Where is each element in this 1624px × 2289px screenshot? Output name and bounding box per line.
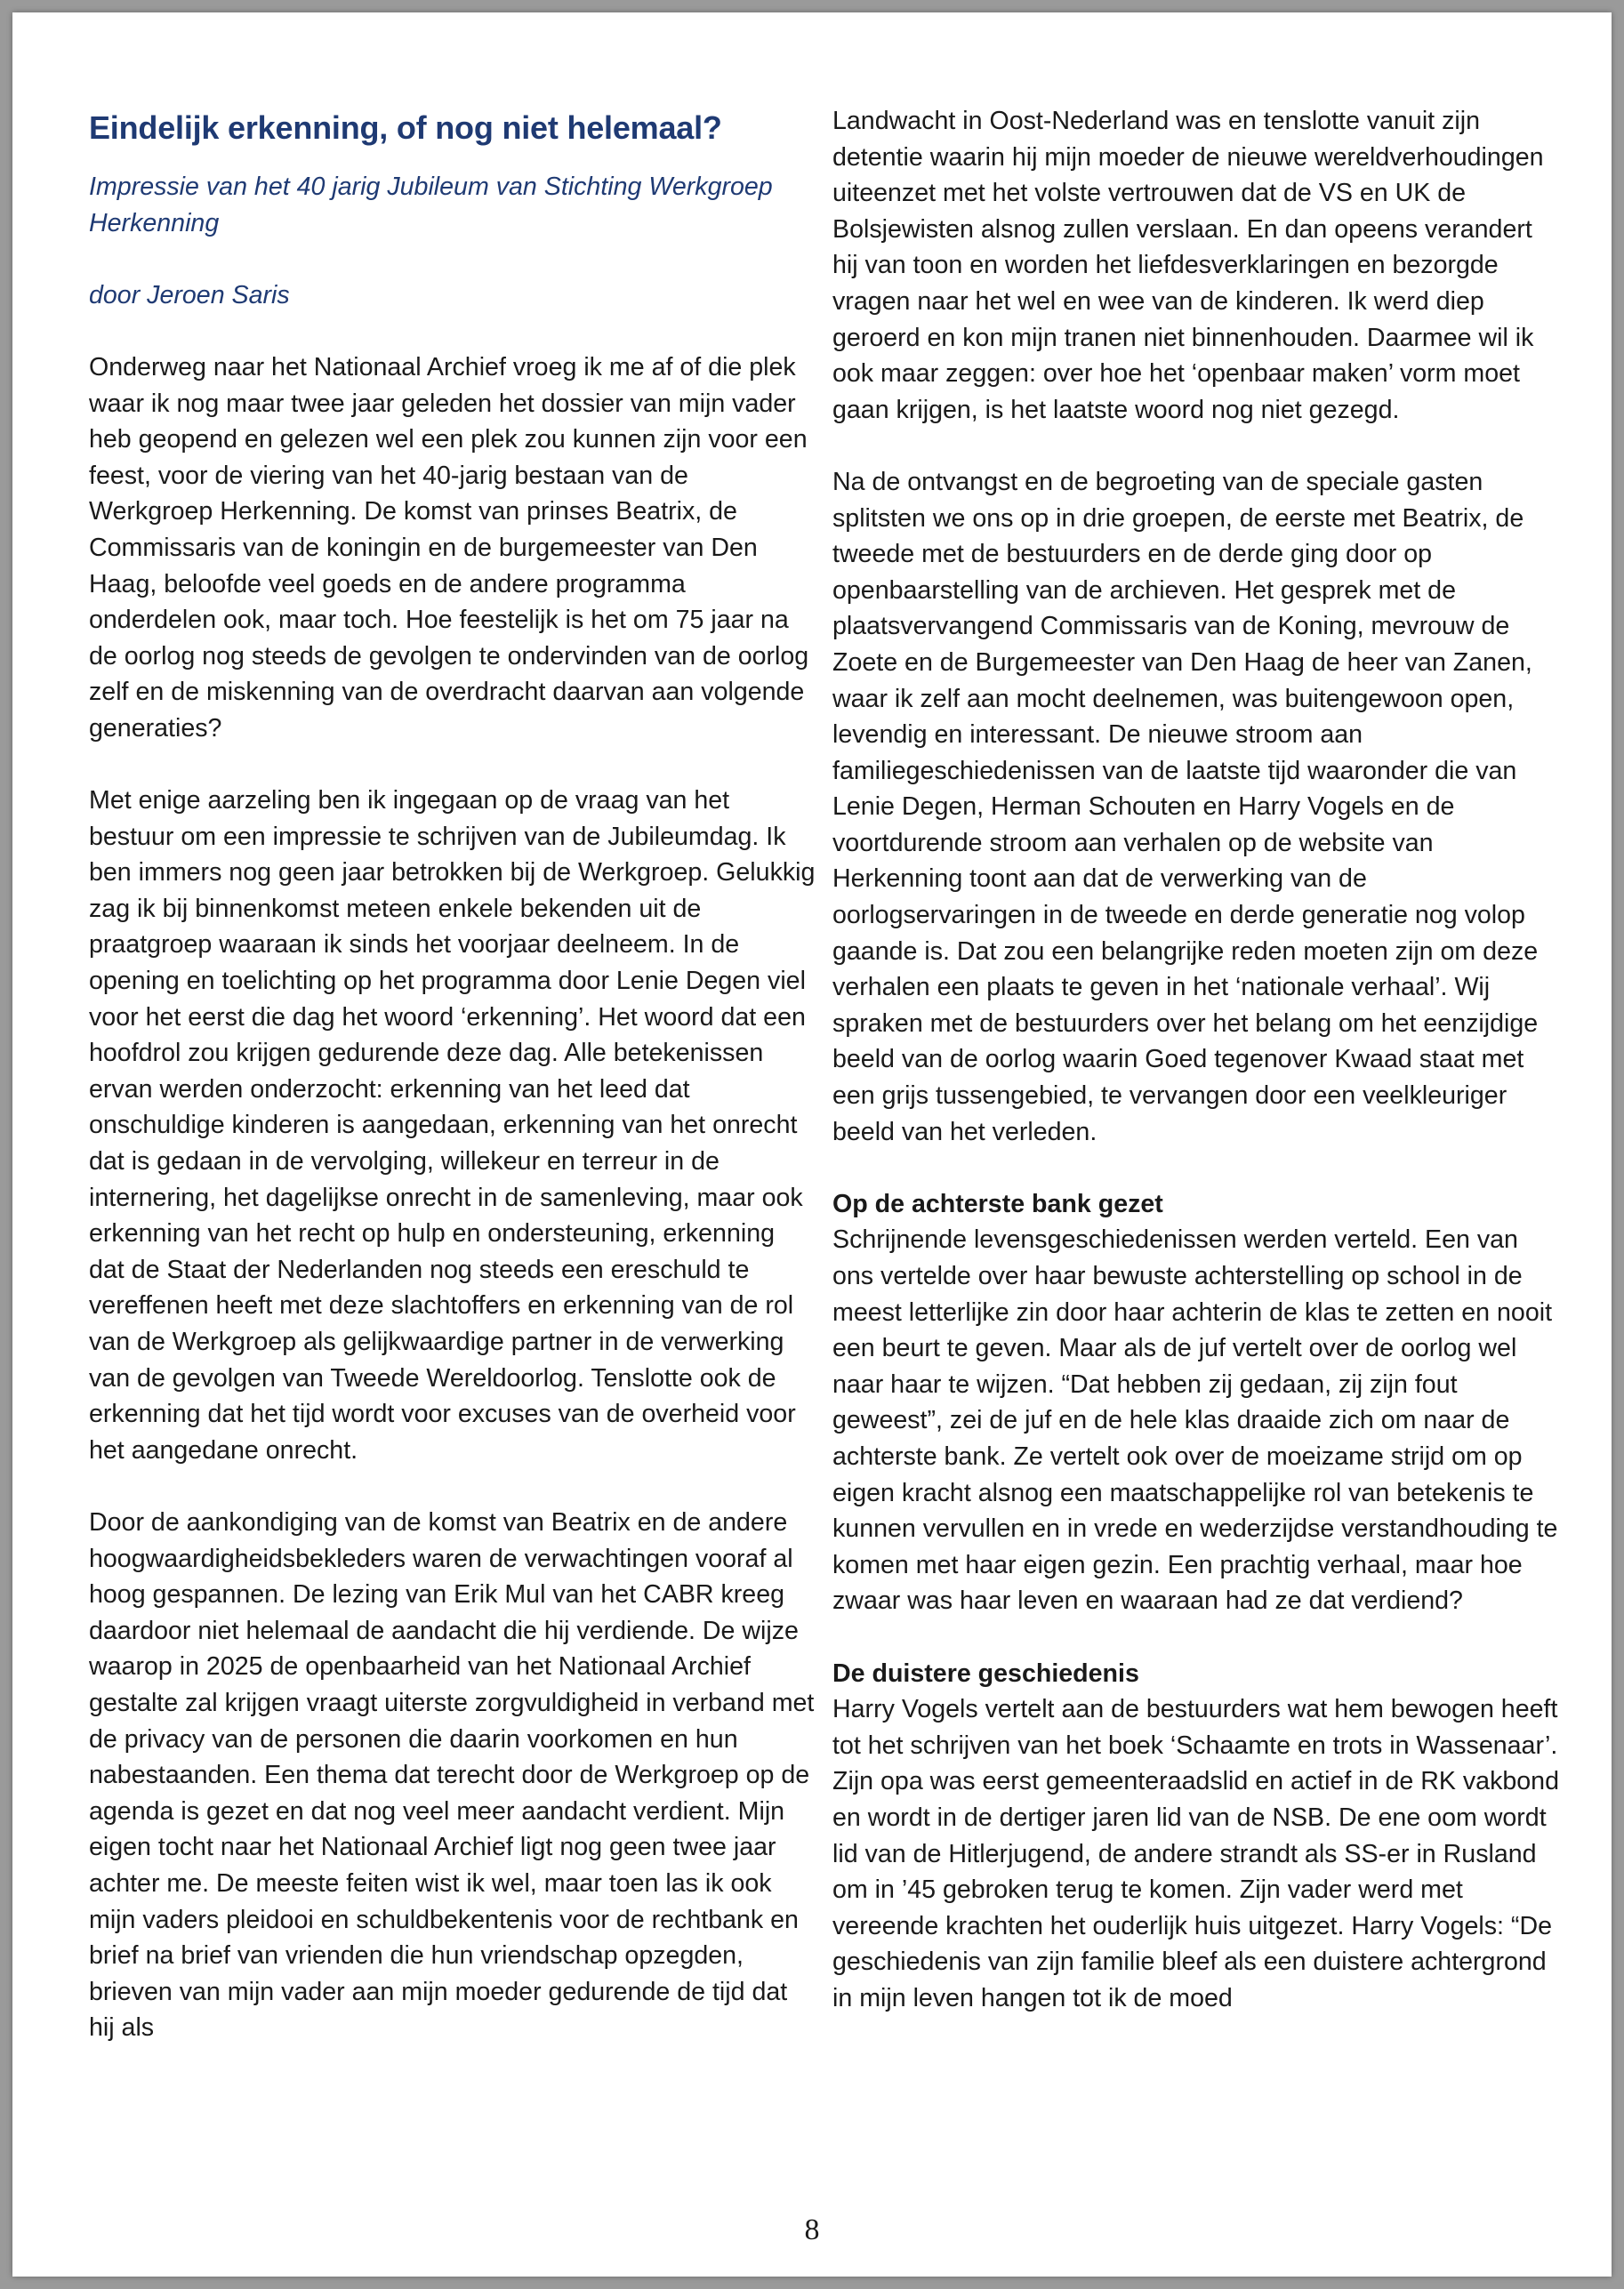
section-heading: Op de achterste bank gezet — [832, 1189, 1163, 1218]
section-heading: De duistere geschiedenis — [832, 1659, 1139, 1688]
page-number: 8 — [804, 2213, 820, 2246]
document-page — [12, 12, 1612, 2277]
section-block — [832, 1186, 1562, 1619]
article-title: Eindelijk erkenning, of nog niet helemaal? — [89, 109, 722, 146]
section-block — [832, 1656, 1562, 2017]
section-text: Schrijnende levensgeschiedenissen werden verteld. Een van ons vertelde over haar bewuste achterstelling op school in de meest letterlijke zin door haar achterin de klas te zetten en nooit een beurt te geven. Maar als de juf vertelt over de oorlog wel naar haar te wijzen. “Dat hebben zij gedaan, zij zijn fout geweest”, zei de juf en de hele klas draaide zich om naar de achterste bank. Ze vertelt ook over de moeizame strijd om op eigen kracht alsnog een maatschappelijke rol van betekenis te kunnen vervullen en in vrede en wederzijdse verstandhouding te komen met haar eigen gezin. Een prachtig verhaal, maar hoe zwaar was haar leven en waaraan had ze dat verdiend? — [832, 1225, 1558, 1616]
section-text: Harry Vogels vertelt aan de bestuurders wat hem bewogen heeft tot het schrijven van het boek ‘Schaamte en trots in Wassenaar’. Zijn opa was eerst gemeenteraadslid en actief in de RK vakbond en wordt in de dertiger jaren lid van de NSB. De ene oom wordt lid van de Hitlerjugend, de andere strandt als SS-er in Rusland om in ’45 gebroken terug te komen. Zijn vader werd met vereende krachten het ouderlijk huis uitgezet. Harry Vogels: “De geschiedenis van zijn familie bleef als een duistere achtergrond in mijn leven hangen tot ik de moed — [832, 1695, 1559, 2012]
left-column — [89, 91, 816, 2082]
body-paragraph: Na de ontvangst en de begroeting van de speciale gasten splitsten we ons op in drie groepen, de eerste met Beatrix, de tweede met de bestuurders en de derde ging door op openbaarstelling van de archieven. Het gesprek met de plaatsvervangend Commissaris van de Koning, mevrouw de Zoete en de Burgemeester van Den Haag de heer van Zanen, waar ik zelf aan mocht deelnemen, was buitengewoon open, levendig en interessant. De nieuwe stroom aan familiegeschiedenissen van de laatste tijd waaronder die van Lenie Degen, Herman Schouten en Harry Vogels en de voortdurende stroom aan verhalen op de website van Herkenning toont aan dat de verwerking van de oorlogservaringen in de tweede en derde generatie nog volop gaande is. Dat zou een belangrijke reden moeten zijn om deze verhalen een plaats te geven in het ‘nationale verhaal’. Wij spraken met de bestuurders over het belang om het eenzijdige beeld van de oorlog waarin Goed tegenover Kwaad staat met een grijs tussengebied, te vervangen door een veelkleuriger beeld van het verleden. — [832, 467, 1539, 1146]
body-paragraph: Landwacht in Oost-Nederland was en tenslotte vanuit zijn detentie waarin hij mijn moeder de nieuwe wereldverhoudingen uiteenzet met het volste vertrouwen dat de VS en UK de Bolsjewisten alsnog zullen verslaan. En dan opeens verandert hij van toon en worden het liefdesverklaringen en bezorgde vragen naar het wel en wee van de kinderen. Ik werd diep geroerd en kon mijn tranen niet binnenhouden. Daarmee wil ik ook maar zeggen: over hoe het ‘openbaar maken’ vorm moet gaan krijgen, is het laatste woord nog niet gezegd. — [832, 107, 1544, 424]
body-paragraph: Onderweg naar het Nationaal Archief vroeg ik me af of die plek waar ik nog maar twee jaar geleden het dossier van mijn vader heb geopend en gelezen wel een plek zou kunnen zijn voor een feest, voor de viering van het 40-jarig bestaan van de Werkgroep Herkenning. De komst van prinses Beatrix, de Commissaris van de koningin en de burgemeester van Den Haag, beloofde veel goeds en de andere programma onderdelen ook, maar toch. Hoe feestelijk is het om 75 jaar na de oorlog nog steeds de gevolgen te ondervinden van de oorlog zelf en de miskenning van de overdracht daarvan aan volgende generaties? — [89, 352, 809, 743]
body-paragraph: Met enige aarzeling ben ik ingegaan op de vraag van het bestuur om een impressie te schrijven van de Jubileumdag. Ik ben immers nog geen jaar betrokken bij de Werkgroep. Gelukkig zag ik bij binnenkomst meteen enkele bekenden uit de praatgroep waaraan ik sinds het voorjaar deelneem. In de opening en toelichting op het programma door Lenie Degen viel voor het eerst die dag het woord ‘erkenning’. Het woord dat een hoofdrol zou krijgen gedurende deze dag. Alle betekenissen ervan werden onderzocht: erkenning van het leed dat onschuldige kinderen is aangedaan, erkenning van het onrecht dat is gedaan in de vervolging, willekeur en terreur in de internering, het dagelijkse onrecht in de samenleving, maar ook erkenning van het recht op hulp en ondersteuning, erkenning dat de Staat der Nederlanden nog steeds een ereschuld te vereffenen heeft met deze slachtoffers en erkenning van de rol van de Werkgroep als gelijkwaardige partner in de verwerking van de gevolgen van Tweede Wereldoorlog. Tenslotte ook de erkenning dat het tijd wordt voor excuses van de overheid voor het aangedane onrecht. — [89, 786, 816, 1465]
right-column — [832, 103, 1562, 2052]
article-byline: door Jeroen Saris — [89, 280, 290, 309]
body-paragraph: Door de aankondiging van de komst van Beatrix en de andere hoogwaardigheidsbekleders waren de verwachtingen vooraf al hoog gespannen. De lezing van Erik Mul van het CABR kreeg daardoor niet helemaal de aandacht die hij verdiende. De wijze waarop in 2025 de openbaarheid van het Nationaal Archief gestalte zal krijgen vraagt uiterste zorgvuldigheid in verband met de privacy van de personen die daarin voorkomen en hun nabestaanden. Een thema dat terecht door de Werkgroep op de agenda is gezet en dat nog veel meer aandacht verdient. Mijn eigen tocht naar het Nationaal Archief ligt nog geen twee jaar achter me. De meeste feiten wist ik wel, maar toen las ik ook mijn vaders pleidooi en schuldbekentenis voor de rechtbank en brief na brief van vrienden die hun vriendschap opzegden, brieven van mijn vader aan mijn moeder gedurende de tijd dat hij als — [89, 1507, 815, 2043]
article-subtitle: Impressie van het 40 jarig Jubileum van Stichting Werkgroep Herkenning — [89, 173, 773, 237]
